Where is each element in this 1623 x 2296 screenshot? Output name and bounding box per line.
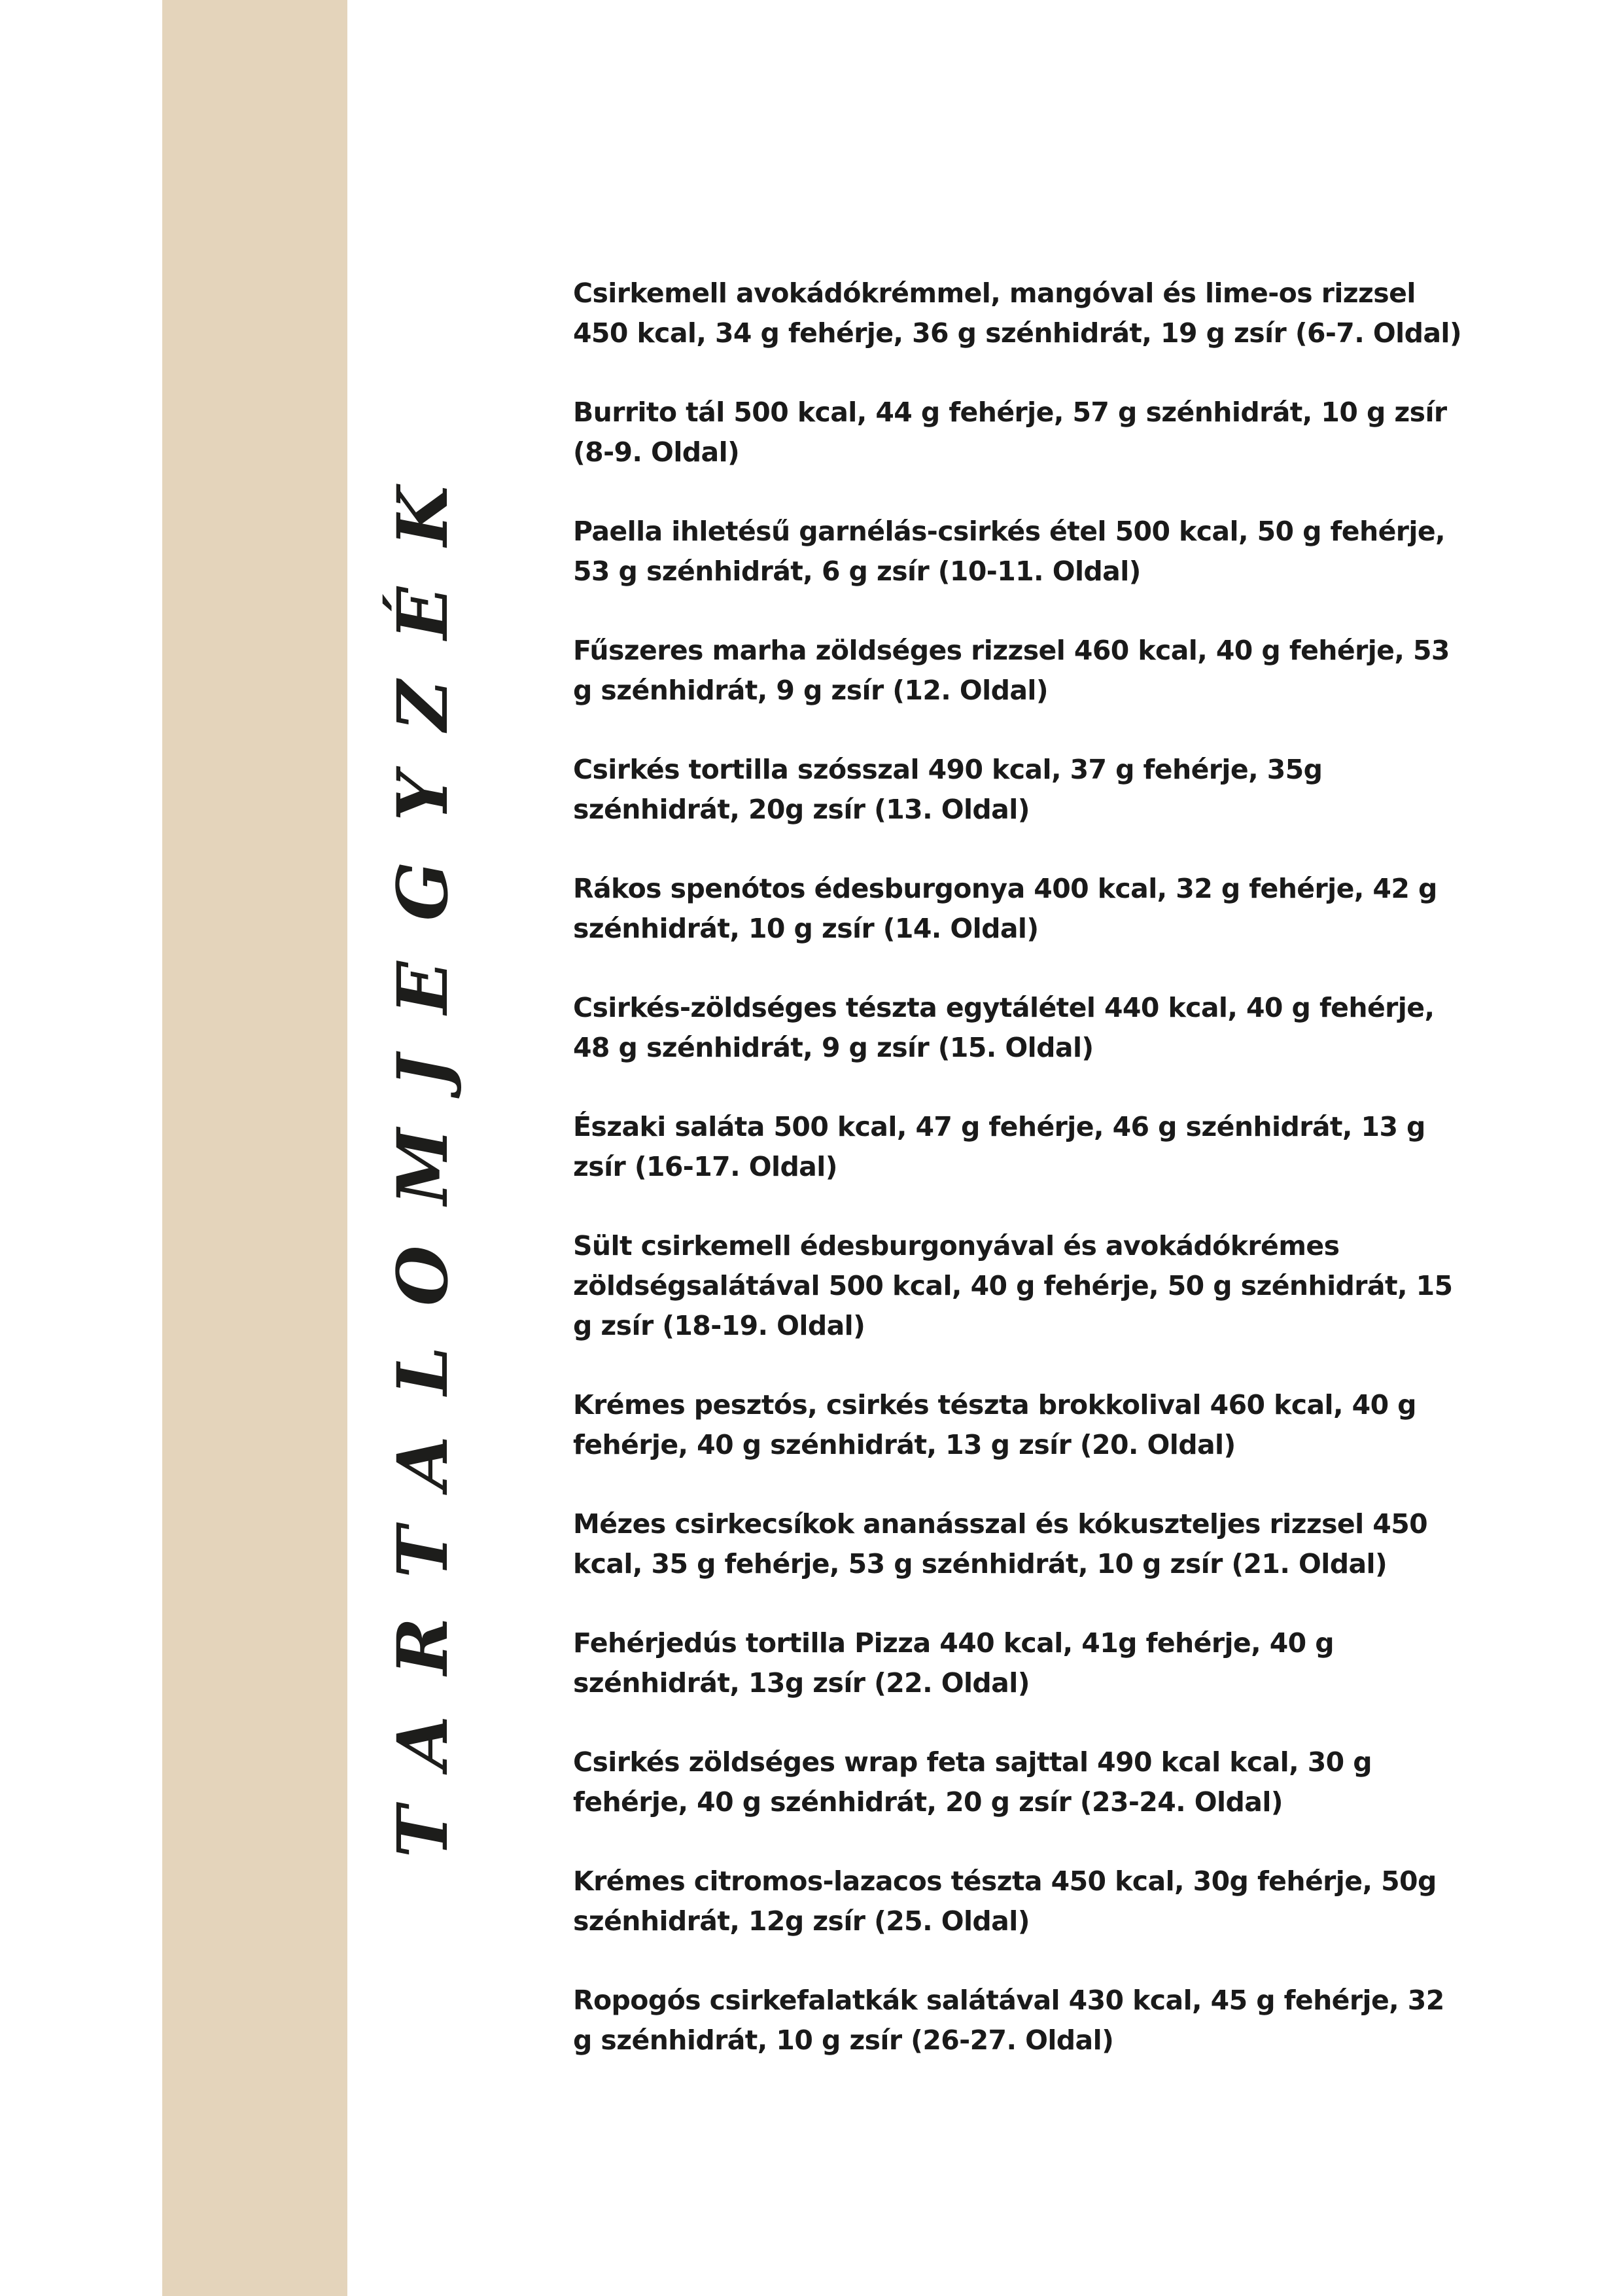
toc-entry: Mézes csirkecsíkok ananásszal és kókuszteljes rizzsel 450 kcal, 35 g fehérje, 53 g szénhidrát, 10 g zsír (21. Oldal) <box>573 1508 1428 1580</box>
toc-entry: Krémes pesztós, csirkés tészta brokkolival 460 kcal, 40 g fehérje, 40 g szénhidrát, 13 g zsír (20. Oldal) <box>573 1389 1416 1460</box>
toc-entry: Fűszeres marha zöldséges rizzsel 460 kcal, 40 g fehérje, 53 g szénhidrát, 9 g zsír (12. Oldal) <box>573 635 1450 706</box>
toc-entry: Krémes citromos-lazacos tészta 450 kcal, 30g fehérje, 50g szénhidrát, 12g zsír (25. Oldal) <box>573 1865 1437 1937</box>
toc-entry: Ropogós csirkefalatkák salátával 430 kcal, 45 g fehérje, 32 g szénhidrát, 10 g zsír (26-27. Oldal) <box>573 1985 1444 2056</box>
toc-entry: Csirkés tortilla szósszal 490 kcal, 37 g fehérje, 35g szénhidrát, 20g zsír (13. Oldal) <box>573 754 1323 825</box>
toc-entry: Csirkés-zöldséges tészta egytálétel 440 kcal, 40 g fehérje, 48 g szénhidrát, 9 g zsír (15. Oldal) <box>573 992 1435 1063</box>
toc-entry: Fehérjedús tortilla Pizza 440 kcal, 41g fehérje, 40 g szénhidrát, 13g zsír (22. Oldal) <box>573 1627 1335 1699</box>
toc-entry: Burrito tál 500 kcal, 44 g fehérje, 57 g szénhidrát, 10 g zsír (8-9. Oldal) <box>573 397 1447 468</box>
toc-entry: Sült csirkemell édesburgonyával és avokádókrémes zöldségsalátával 500 kcal, 40 g fehérje, 50 g szénhidrát, 15 g zsír (18-19. Oldal) <box>573 1230 1453 1341</box>
toc-entry: Csirkés zöldséges wrap feta sajttal 490 kcal kcal, 30 g fehérje, 40 g szénhidrát, 20 g zsír (23-24. Oldal) <box>573 1746 1372 1818</box>
table-of-contents <box>573 274 1469 2100</box>
toc-entry: Paella ihletésű garnélás-csirkés étel 500 kcal, 50 g fehérje, 53 g szénhidrát, 6 g zsír (10-11. Oldal) <box>573 516 1446 587</box>
page-title: TARTALOMJEGYZÉK <box>381 445 463 1858</box>
toc-entry: Északi saláta 500 kcal, 47 g fehérje, 46 g szénhidrát, 13 g zsír (16-17. Oldal) <box>573 1111 1425 1182</box>
toc-entry: Csirkemell avokádókrémmel, mangóval és lime-os rizzsel 450 kcal, 34 g fehérje, 36 g szénhidrát, 19 g zsír (6-7. Oldal) <box>573 277 1462 349</box>
sidebar-band <box>162 0 463 2296</box>
toc-entry: Rákos spenótos édesburgonya 400 kcal, 32 g fehérje, 42 g szénhidrát, 10 g zsír (14. Oldal) <box>573 873 1437 944</box>
